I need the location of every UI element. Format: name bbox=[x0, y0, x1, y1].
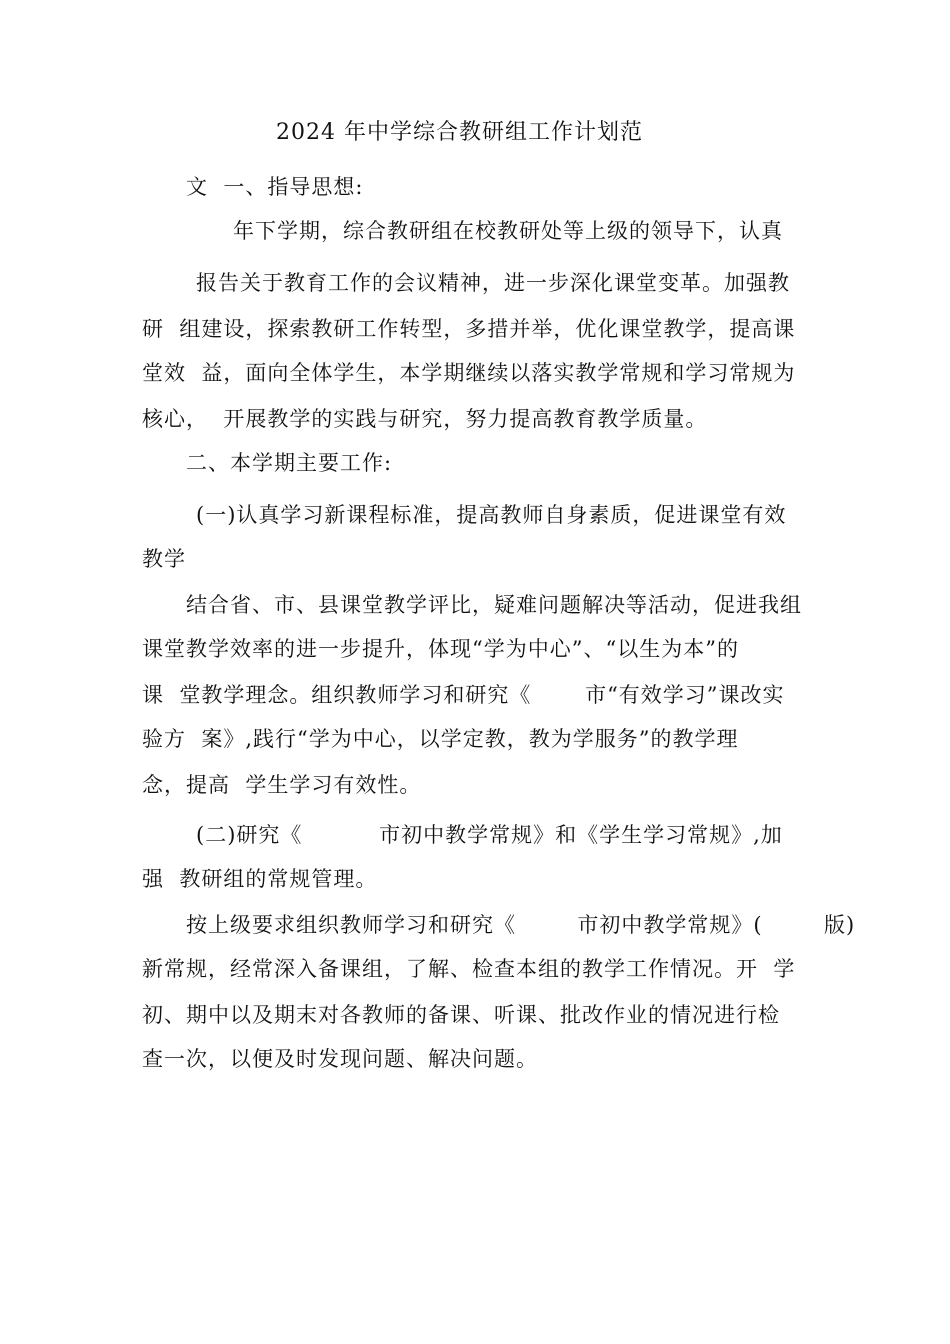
paragraph-line: 强 教研组的常规管理。 bbox=[142, 867, 378, 891]
paragraph-line: 堂效 益，面向全体学生，本学期继续以落实教学常规和学习常规为 bbox=[142, 361, 796, 385]
paragraph-line: 按上级要求组织教师学习和研究《 市初中教学常规》( 版) bbox=[186, 913, 856, 937]
document-title: 2024 年中学综合教研组工作计划范 bbox=[276, 120, 643, 145]
paragraph-line: 课堂教学效率的进一步提升，体现“学为中心”、“以生为本”的 bbox=[142, 637, 739, 661]
subsection-heading-2: (二)研究《 市初中教学常规》和《学生学习常规》,加 bbox=[196, 823, 783, 847]
subsection-heading-1: (一)认真学习新课程标准，提高教师自身素质，促进课堂有效 bbox=[196, 503, 787, 527]
paragraph-line: 教学 bbox=[142, 547, 186, 571]
paragraph-line: 查一次，以便及时发现问题、解决问题。 bbox=[142, 1047, 538, 1071]
paragraph-line: 结合省、市、县课堂教学评比，疑难问题解决等活动，促进我组 bbox=[186, 593, 802, 617]
paragraph-line: 研 组建设，探索教研工作转型，多措并举，优化课堂教学，提高课 bbox=[142, 317, 796, 341]
paragraph-line: 初、期中以及期末对各教师的备课、听课、批改作业的情况进行检 bbox=[142, 1003, 780, 1027]
section-heading-main-work: 二、本学期主要工作: bbox=[186, 451, 393, 475]
paragraph-line: 新常规，经常深入备课组，了解、检查本组的教学工作情况。开 学 bbox=[142, 957, 796, 981]
paragraph-line: 核心， 开展教学的实践与研究，努力提高教育教学质量。 bbox=[142, 407, 708, 431]
paragraph-line: 年下学期，综合教研组在校教研处等上级的领导下，认真 bbox=[233, 219, 783, 243]
paragraph-line: 验方 案》,践行“学为中心，以学定教，教为学服务”的教学理 bbox=[142, 727, 739, 751]
paragraph-line: 报告关于教育工作的会议精神，进一步深化课堂变革。加强教 bbox=[196, 271, 790, 295]
section-heading-guiding-thought: 文 一、指导思想: bbox=[186, 175, 364, 199]
paragraph-line: 课 堂教学理念。组织教师学习和研究《 市“有效学习”课改实 bbox=[142, 683, 785, 707]
paragraph-line: 念，提高 学生学习有效性。 bbox=[142, 773, 422, 797]
